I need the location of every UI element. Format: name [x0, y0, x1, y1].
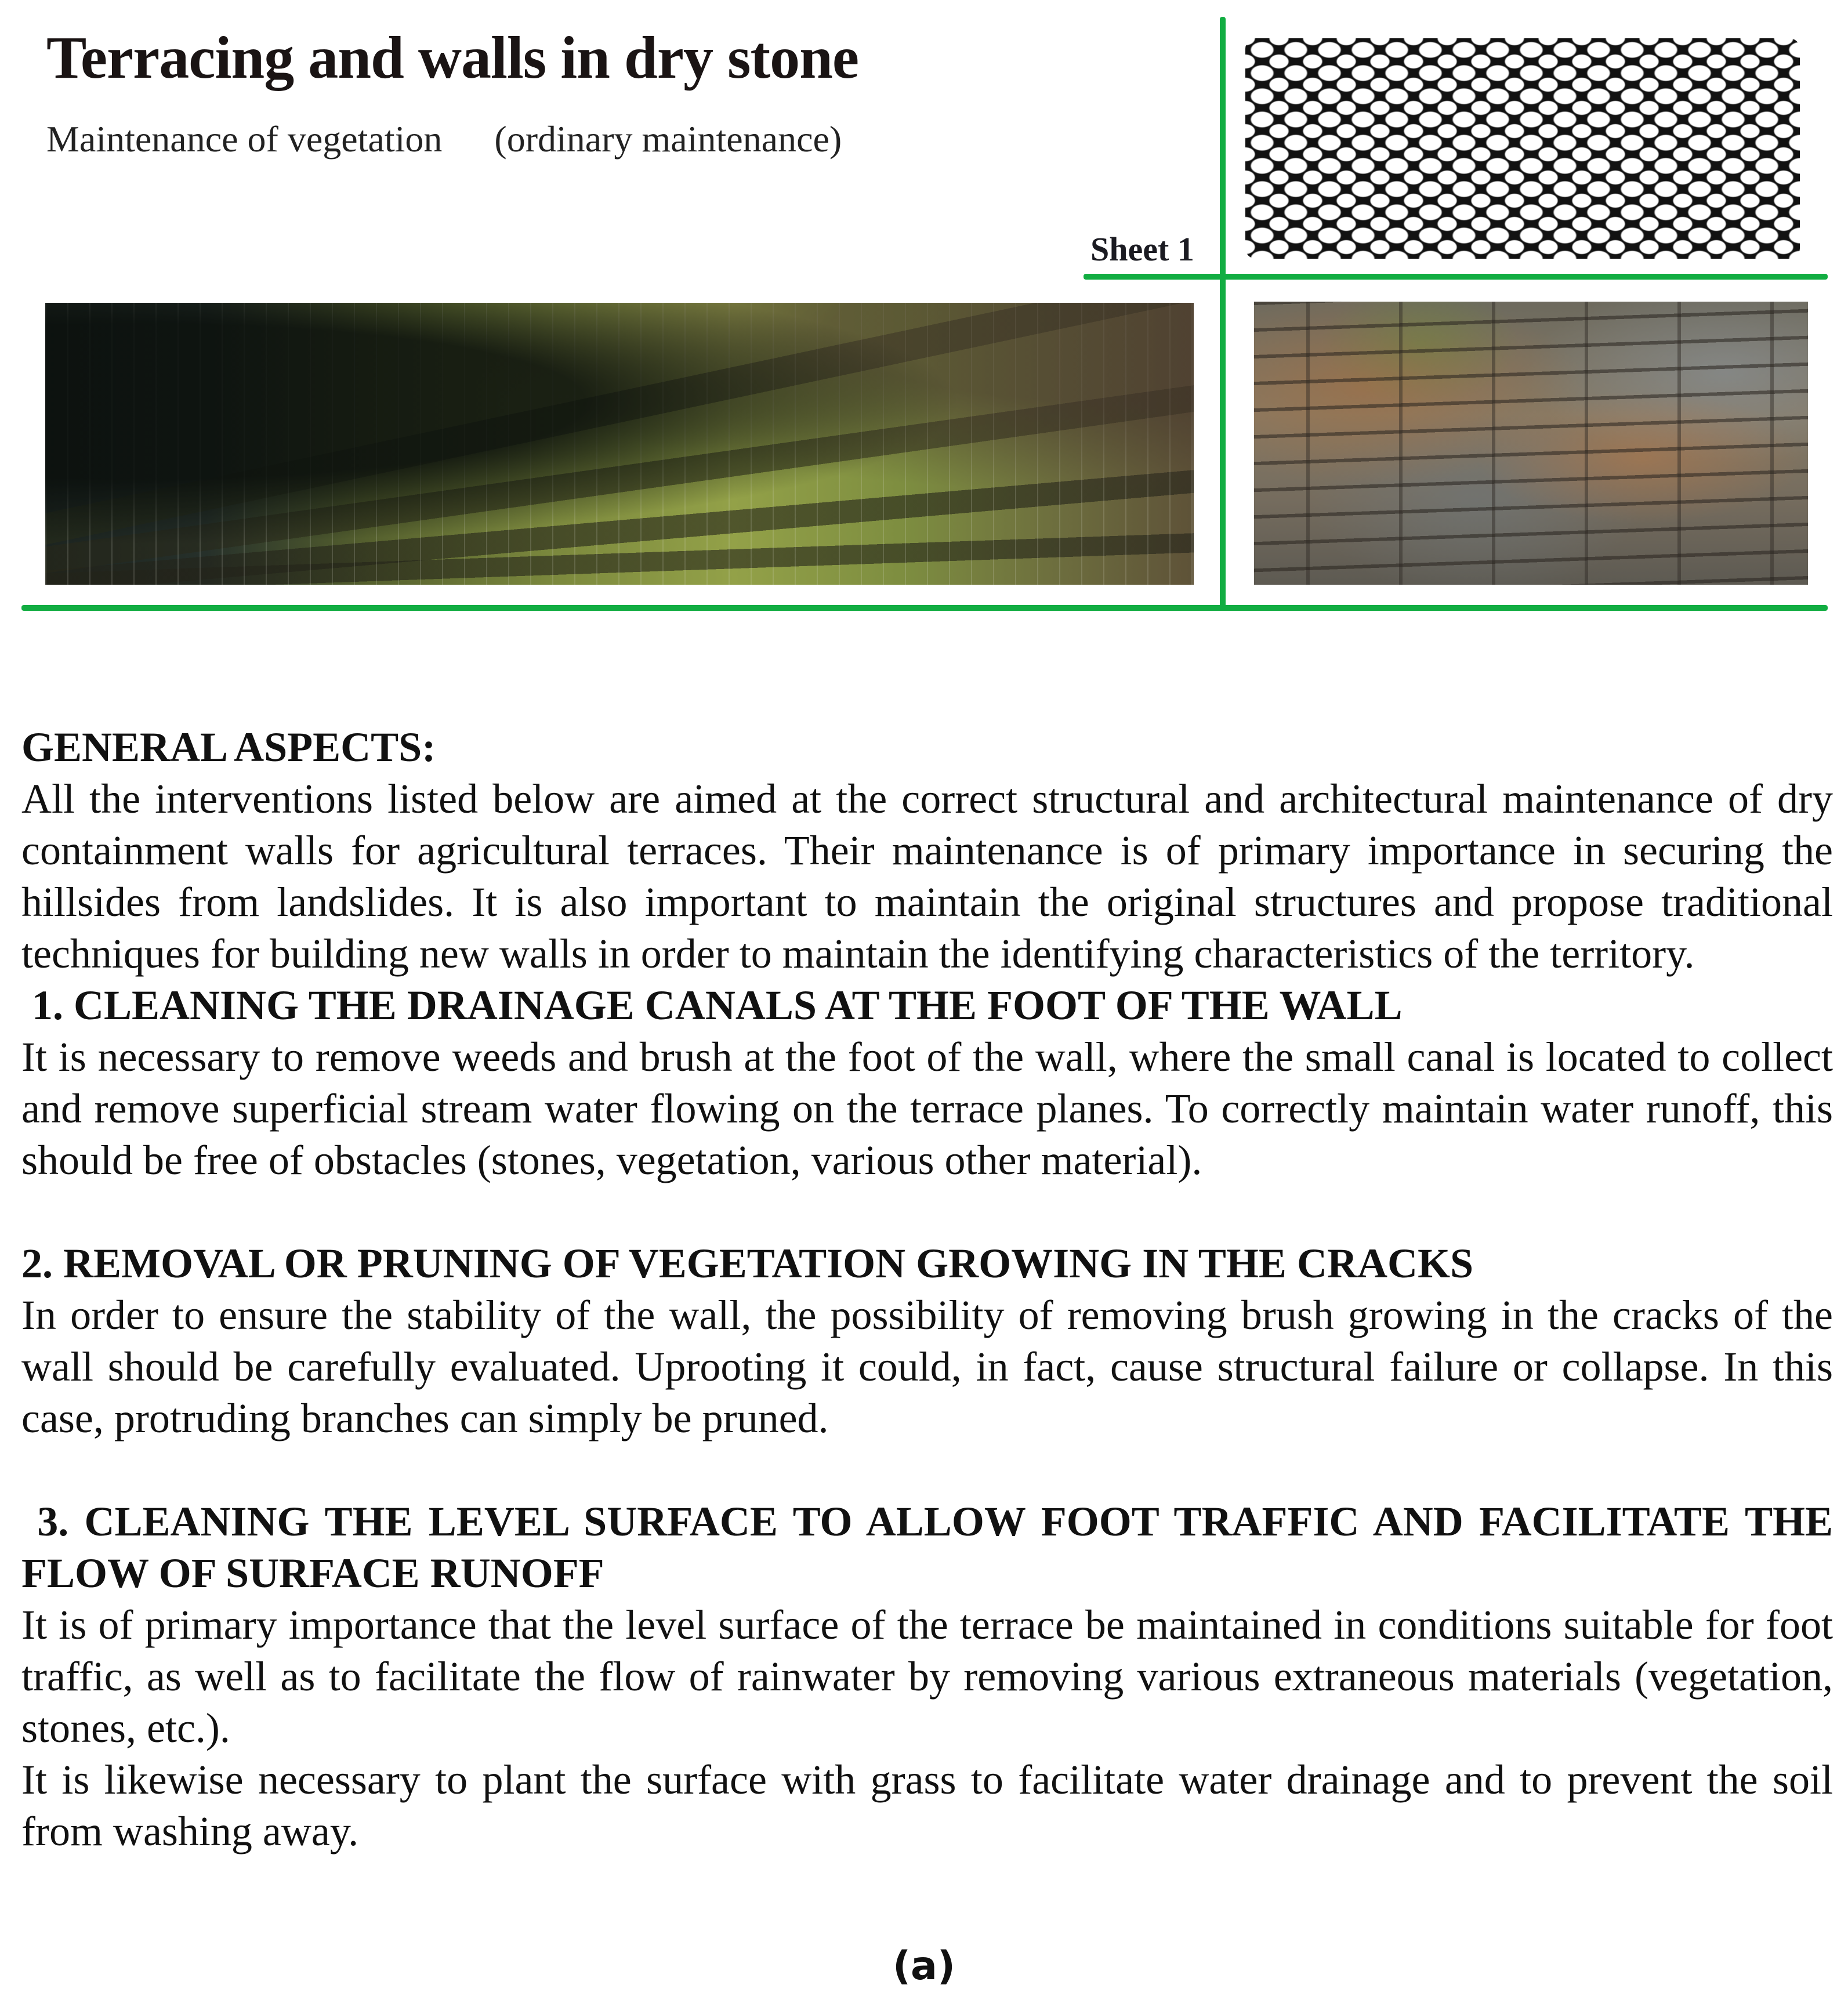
header-bottom-rule [21, 605, 1828, 611]
figure-caption: (a) [892, 1943, 956, 1989]
general-aspects-text: All the interventions listed below are aimed at the correct structural and architectural maintenance of dry containment walls for agricultural terraces. Their maintenance is of primary importance in securing the hillsides from landslides. It is also important to maintain the original structures and propose traditional techniques for building new walls in order to maintain the identifying characteristics of the territory. [21, 776, 1833, 977]
document-body [21, 722, 1844, 1857]
section-2-heading: 2. REMOVAL OR PRUNING OF VEGETATION GROWING IN THE CRACKS [21, 1240, 1473, 1287]
wall-photo [1254, 302, 1808, 585]
spacer [21, 1186, 1833, 1238]
sheet-number-label: Sheet 1 [1090, 230, 1194, 268]
wall-drawing [1245, 38, 1800, 259]
section-3-paragraph-2: It is likewise necessary to plant the surface with grass to facilitate water drainage and to prevent the soil from washing away. [21, 1756, 1833, 1855]
sheet-label-underline [1084, 274, 1828, 280]
vertical-divider [1220, 17, 1226, 611]
section-1-heading: 1. CLEANING THE DRAINAGE CANALS AT THE FOOT OF THE WALL [21, 982, 1403, 1028]
general-aspects-heading: GENERAL ASPECTS: [21, 724, 436, 770]
subtitle-main: Maintenance of vegetation [46, 118, 443, 160]
section-3-heading: 3. CLEANING THE LEVEL SURFACE TO ALLOW FOOT TRAFFIC AND FACILITATE THE FLOW OF SURFACE RUNOFF [21, 1498, 1844, 1596]
subtitle-note: (ordinary maintenance) [494, 118, 842, 160]
section-2-paragraph: In order to ensure the stability of the wall, the possibility of removing brush growing in the cracks of the wall should be carefully evaluated. Uprooting it could, in fact, cause structural failure or collapse. In this case, protruding branches can simply be pruned. [21, 1292, 1833, 1441]
terraces-photo [45, 303, 1194, 585]
sheet-title: Terracing and walls in dry stone [46, 24, 859, 91]
sheet-subtitle [46, 116, 842, 162]
section-3-paragraph-1: It is of primary importance that the level surface of the terrace be maintained in conditions suitable for foot traffic, as well as to facilitate the flow of rainwater by removing various extraneous materials (vegetation, stones, etc.). [21, 1602, 1833, 1751]
spacer [21, 1444, 1833, 1496]
section-1-paragraph: It is necessary to remove weeds and brush at the foot of the wall, where the small canal is located to collect and remove superficial stream water flowing on the terrace planes. To correctly maintain water runoff, this should be free of obstacles (stones, vegetation, various other material). [21, 1034, 1833, 1183]
